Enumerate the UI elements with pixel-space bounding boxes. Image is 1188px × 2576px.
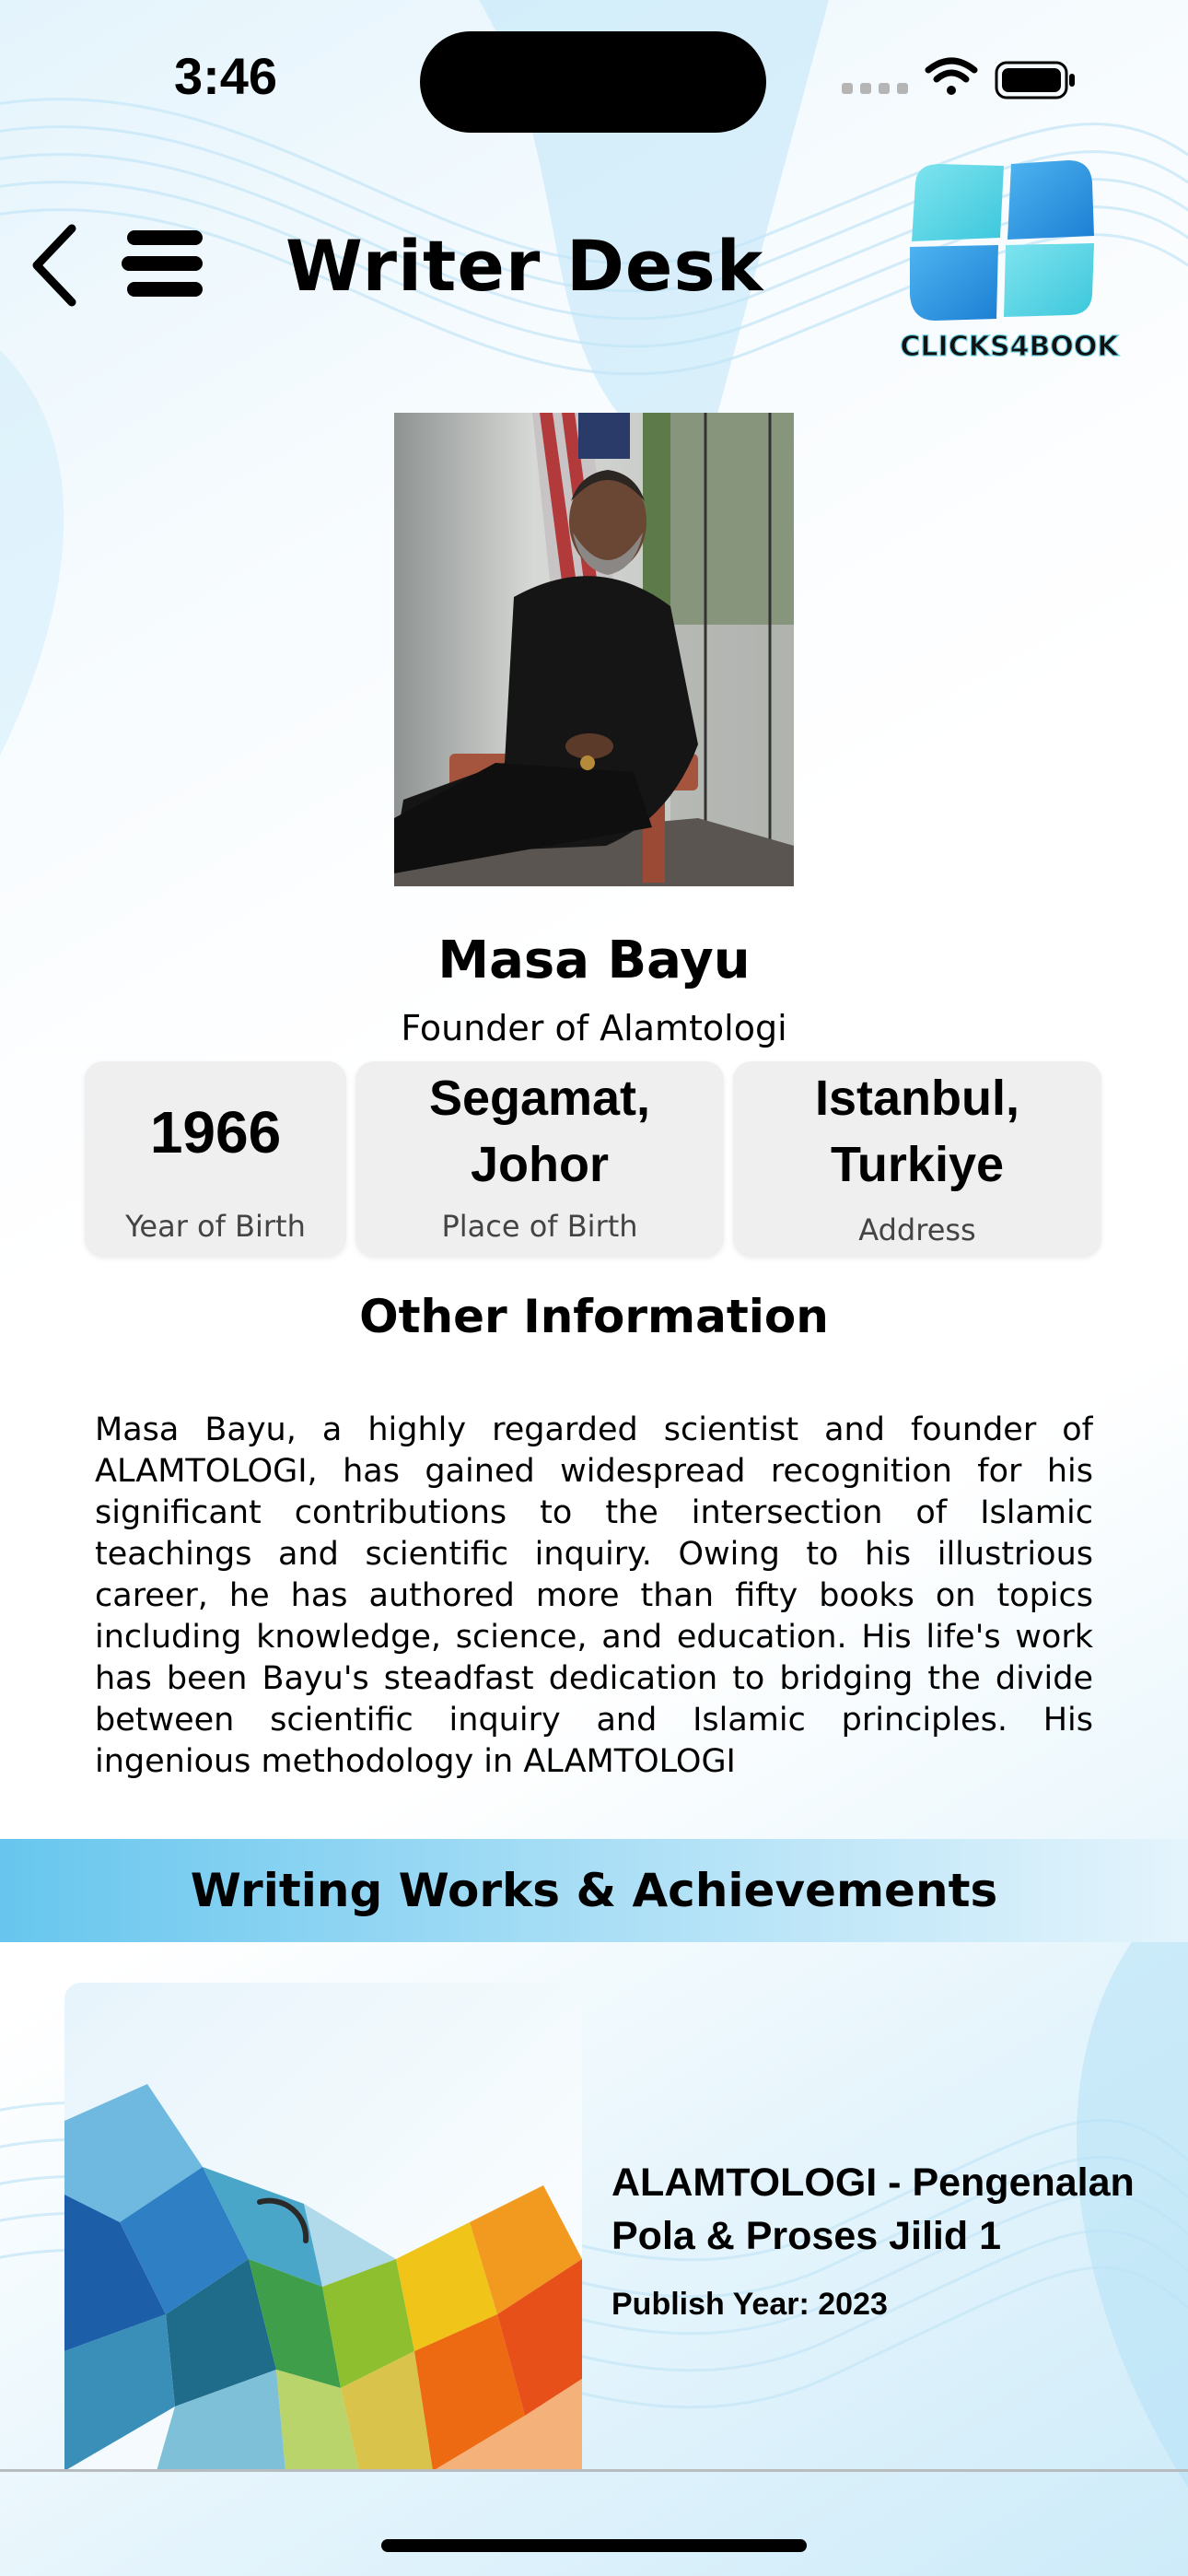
home-indicator[interactable] xyxy=(381,2539,807,2552)
status-time: 3:46 xyxy=(173,47,278,105)
tab-bar-divider xyxy=(0,2469,1188,2472)
battery-icon xyxy=(996,63,1075,98)
status-icons xyxy=(838,57,1087,103)
stat-label: Place of Birth xyxy=(441,1209,638,1244)
menu-icon[interactable] xyxy=(118,227,206,300)
book-title[interactable]: ALAMTOLOGI - Pengenalan Pola & Proses Jilid 1 xyxy=(611,2160,1135,2258)
stat-value: 1966 xyxy=(149,1099,282,1165)
biography-text[interactable]: Masa Bayu, a highly regarded scientist and founder of ALAMTOLOGI, has gained widespread recognition for his significant contributions to the intersection of Islamic teachings and scientific inquiry. Owing to his illustrious career, he has authored more than fifty books on topics including knowledge, science, and education. His life's work has been Bayu's steadfast dedication to bridging the divide between scientific inquiry and Islamic principles. His ingenious methodology in ALAMTOLOGI xyxy=(95,1411,1093,1780)
stat-value-line-2: Turkiye xyxy=(830,1137,1005,1192)
clicks4book-logo xyxy=(884,157,1135,369)
author-role: Founder of Alamtologi xyxy=(401,1008,787,1048)
cellular-signal-icon xyxy=(842,83,908,94)
stat-card-place-of-birth xyxy=(355,1061,724,1257)
back-chevron-icon[interactable] xyxy=(26,221,81,310)
other-information-heading: Other Information xyxy=(359,1290,829,1343)
stat-value-line-1: Segamat, xyxy=(428,1071,651,1126)
author-photo xyxy=(394,413,794,886)
stat-value-line-2: Johor xyxy=(470,1137,609,1192)
stat-card-year-of-birth xyxy=(85,1061,346,1257)
page-title: Writer Desk xyxy=(285,225,764,307)
stat-label: Year of Birth xyxy=(125,1209,306,1244)
dynamic-island xyxy=(420,31,766,133)
works-section-banner: Writing Works & Achievements xyxy=(0,1839,1188,1942)
stat-label: Address xyxy=(858,1212,976,1247)
logo-wordmark: CLICKS4BOOK xyxy=(900,331,1119,363)
book-publish-year: Publish Year: 2023 xyxy=(611,2287,888,2322)
stat-value-line-1: Istanbul, xyxy=(814,1071,1019,1126)
book-cover-image[interactable] xyxy=(64,1983,582,2471)
stat-card-address xyxy=(733,1061,1101,1257)
author-name: Masa Bayu xyxy=(437,931,751,990)
wifi-icon xyxy=(928,61,974,95)
